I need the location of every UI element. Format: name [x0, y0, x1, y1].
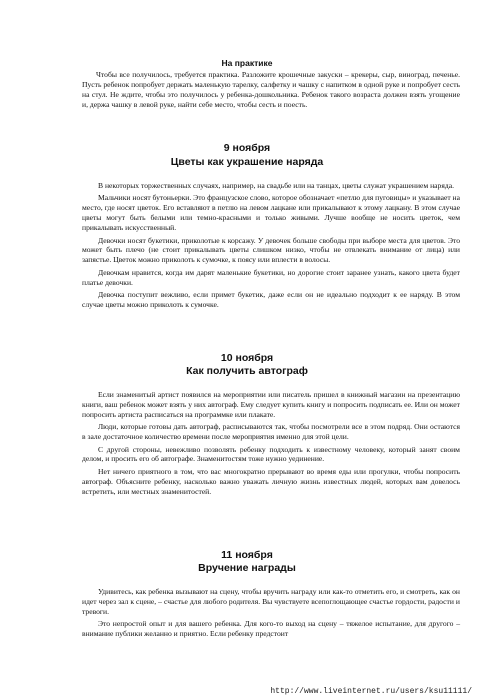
paragraph: В некоторых торжественных случаях, например, на свадьбе или на танцах, цветы служат украшением наряда. [98, 181, 454, 190]
paragraph: Люди, которые готовы дать автограф, расписываются так, чтобы посмотрели все в этом подряд. Они остаются в зале достаточное количество времени после мероприятия именно для этой цели. [82, 422, 460, 442]
section-title-autograph: Как получить автограф [186, 365, 308, 377]
intro-paragraph: Чтобы все получилось, требуется практика. Разложите крошечные закуски – крекеры, сыр, виноград, печенье. Пусть ребенок попробует держать маленькую тарелку, салфетку и чашку с напитком в одной руке и попробует сесть на стул. Не ждите, чтобы это получилось у ребенка-дошкольника. Ребенок такого возраста должен взять угощение и, держа чашку в левой руке, найти себе место, чтобы сесть и поесть. [82, 70, 460, 109]
section-title-flowers: Цветы как украшение наряда [170, 156, 324, 168]
paragraph: Нет ничего приятного в том, что вас многократно прерывают во время еды или прогулки, чтобы попросить автограф. Объясните ребенку, насколько важно уважать личную жизнь известных людей, которых вам довелось встретить, или местных знаменитостей. [82, 466, 460, 496]
paragraph: Девочкам нравится, когда им дарят маленькие букетики, но дорогие стоит заранее узнать, какого цвета будет платье девочки. [82, 267, 460, 287]
intro-heading: На практике [221, 58, 273, 68]
source-url-watermark: http://www.liveinternet.ru/users/ksu11111/ [270, 687, 472, 696]
section-text-award [82, 587, 460, 642]
section-title-award: Вручение награды [198, 562, 296, 574]
paragraph: Мальчики носят бутоньерки. Это французское слово, которое обозначает «петлю для пуговицы» и указывает на место, где носят цветок. Его вставляют в петлю на левом лацкане или прикалывают к этому лацкану. В этом случае цветы могут быть белыми или темно-красными и только живыми. Лучше вообще не носить цветок, чем прикалывать искусственный. [82, 193, 460, 233]
section-date-nov9: 9 ноября [223, 142, 271, 154]
section-text-flowers [82, 181, 460, 312]
intro-text-block [82, 70, 460, 110]
paragraph: Если знаменитый артист появился на мероприятии или писатель пришел в книжный магазин на презентацию книги, ваш ребенок может взять у них автограф. Ему следует купить книгу и попросить подписать ее. Или он может попросить артиста расписаться на программке или плакате. [82, 390, 460, 419]
section-text-autograph [82, 390, 460, 499]
paragraph: Это непростой опыт и для вашего ребенка. Для кого-то выход на сцену – тяжелое испытание, для другого – внимание публики желанно и приятно. Если ребенку предстоит [82, 619, 460, 639]
section-date-nov11: 11 ноября [221, 549, 273, 561]
section-date-nov10: 10 ноября [220, 352, 274, 364]
paragraph: Удивитесь, как ребенка вызывают на сцену, чтобы вручить награду или как-то отметить его, и смотреть, как он идет через зал к сцене, – счастье для любого родителя. Вы чувствуете всепоглощающее счастье гордости, радости и тревоги. [82, 587, 460, 616]
paragraph: Девочки носят букетики, приколотые к корсажу. У девочек больше свободы при выборе места для цветов. Это может быть плечо (не стоит прикалывать цветы слишком низко, чтобы не отвлекать внимание от лица) или запястье. Цветок можно приколоть к сумочке, к поясу или вплести в волосы. [82, 235, 460, 265]
paragraph: Девочка поступит вежливо, если примет букетик, даже если он не идеально подходит к ее наряду. В этом случае цветы можно приколоть к сумочке. [82, 290, 460, 309]
paragraph: С другой стороны, невежливо позволять ребенку подходить к известному человеку, который занят своим делом, и просить его об автографе. Знаменитостям тоже нужно уединение. [82, 444, 460, 464]
